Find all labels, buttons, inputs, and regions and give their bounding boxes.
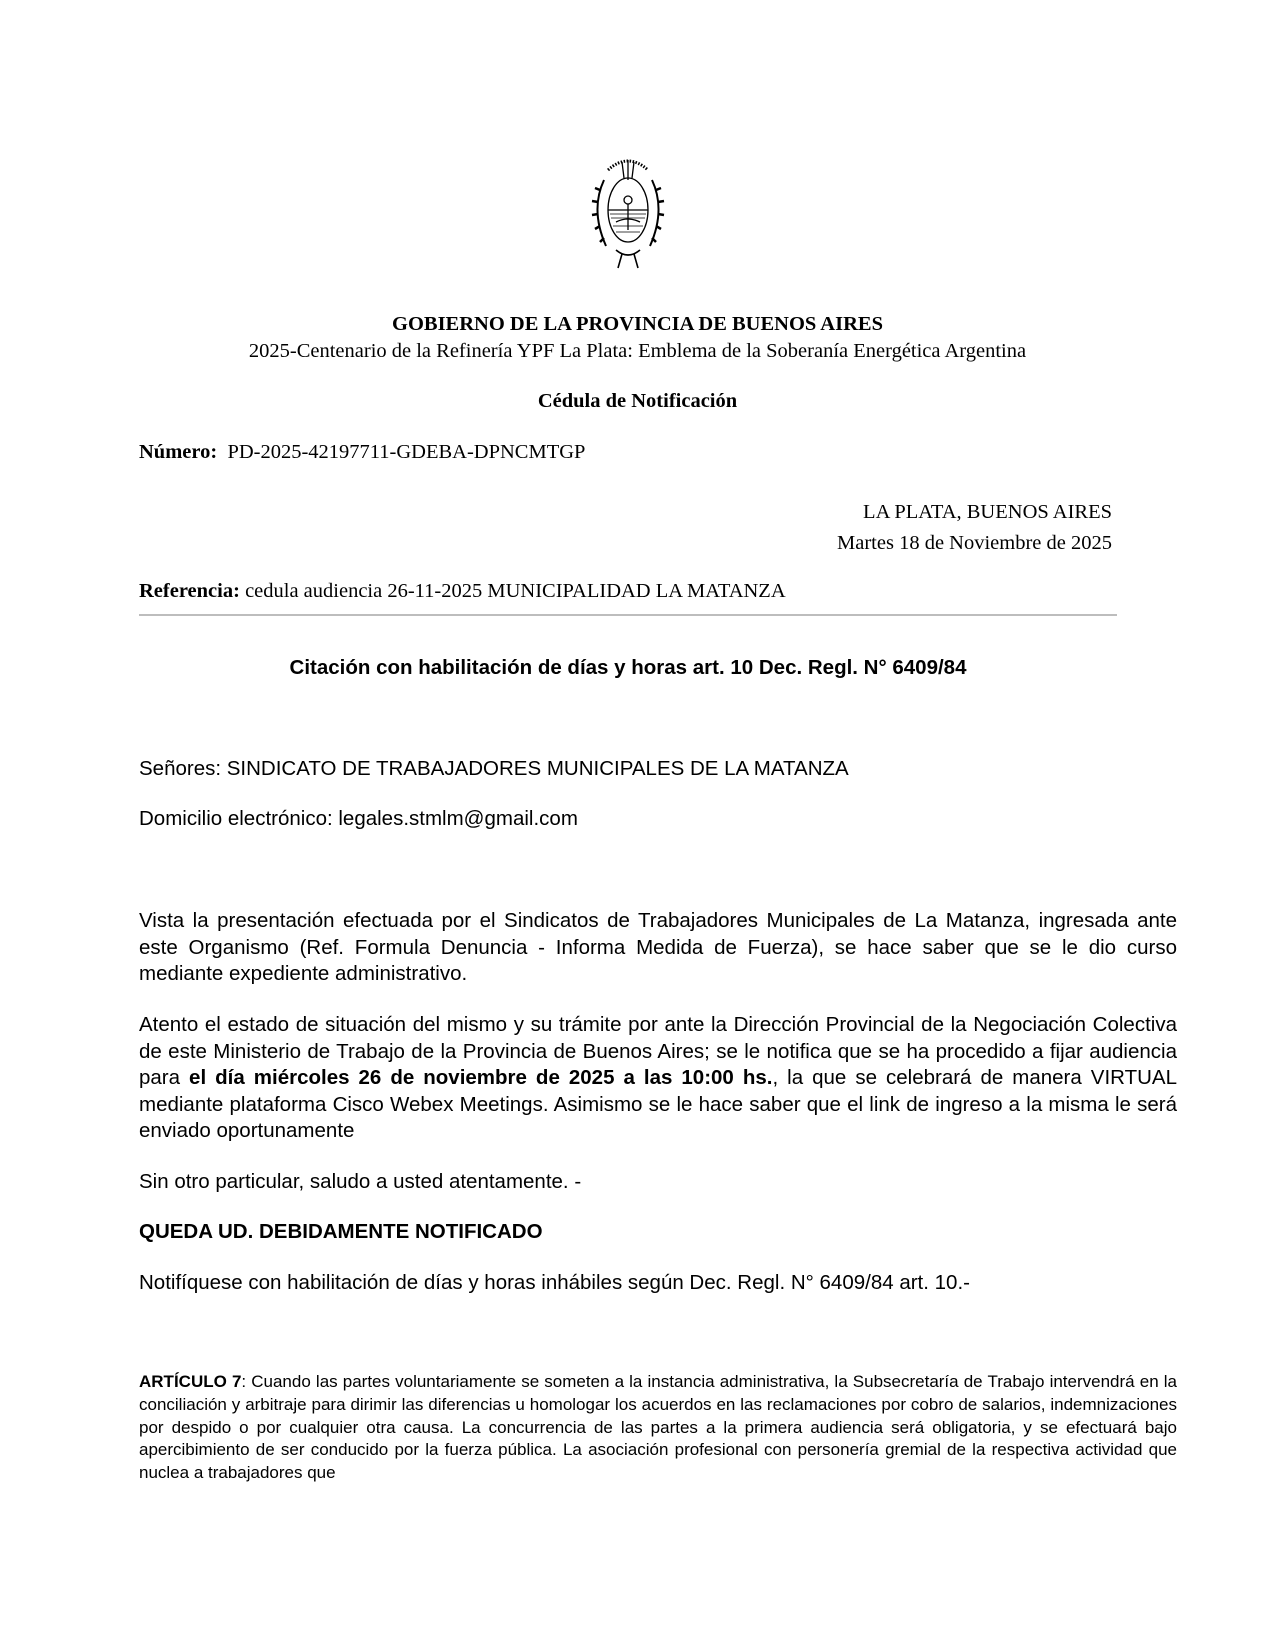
addressee: Señores: SINDICATO DE TRABAJADORES MUNICIPALES DE LA MATANZA — [139, 757, 849, 780]
document-type: Cédula de Notificación — [537, 390, 738, 412]
email-line: Domicilio electrónico: legales.stmlm@gmail.com — [139, 807, 578, 830]
paragraph-1: Vista la presentación efectuada por el Sindicatos de Trabajadores Municipales de La Matanza, ingresada ante este Organismo (Ref. Formula Denuncia - Informa Medida de Fuerza), se hace saber que se le dio curso mediante expediente administrativo. — [139, 909, 1177, 985]
motto: 2025-Centenario de la Refinería YPF La Plata: Emblema de la Soberanía Energética Argentina — [248, 340, 1027, 362]
notify-line: Notifíquese con habilitación de días y horas inhábiles según Dec. Regl. N° 6409/84 art. 10.- — [139, 1271, 970, 1294]
government-title: GOBIERNO DE LA PROVINCIA DE BUENOS AIRES — [392, 313, 883, 335]
subject: Citación con habilitación de días y horas art. 10 Dec. Regl. N° 6409/84 — [289, 656, 967, 679]
divider — [139, 614, 1117, 616]
reference — [139, 580, 786, 603]
paragraph-2 — [139, 1012, 1177, 1145]
date: Martes 18 de Noviembre de 2025 — [837, 532, 1112, 554]
article-text: : Cuando las partes voluntariamente se someten a la instancia administrativa, la Subsecretaría de Trabajo intervendrá en la conciliación y arbitraje para dirimir las diferencias u homologar los acuerdos en las reclamaciones por cobro de salarios, indemnizaciones por despido o por cualquier otra causa. La concurrencia de las partes a la primera audiencia será obligatoria, y se efectuará bajo apercibimiento de ser conducido por la fuerza pública. La asociación profesional con personería gremial de la respectiva actividad que nuclea a trabajadores que — [139, 1372, 1177, 1483]
place: LA PLATA, BUENOS AIRES — [863, 501, 1112, 523]
paragraph-2-start: Atento el estado de situación del mismo y su trámite por ante la Dirección Provincial de la Negociación Colectiva de este Ministerio de Trabajo de la Provincia de Buenos Aires; se le notifica que se ha procedido a fijar audiencia para — [139, 1013, 1177, 1089]
closing: Sin otro particular, saludo a usted atentamente. - — [139, 1170, 582, 1193]
reference-label: Referencia: — [139, 580, 240, 602]
number-label: Número: — [139, 441, 218, 463]
article-label: ARTÍCULO 7 — [139, 1372, 242, 1391]
paragraph-2-end: , la que se celebrará de manera VIRTUAL mediante plataforma Cisco Webex Meetings. Asimismo se le hace saber que el link de ingreso a la misma le será enviado oportunamente — [139, 1066, 1177, 1142]
hearing-date: el día miércoles 26 de noviembre de 2025 a las 10:00 hs. — [189, 1066, 773, 1089]
place-date — [837, 497, 1112, 559]
article-7 — [139, 1371, 1177, 1485]
coat-of-arms-emblem — [586, 150, 670, 275]
document-number — [139, 441, 585, 464]
reference-value: cedula audiencia 26-11-2025 MUNICIPALIDAD LA MATANZA — [245, 580, 786, 602]
number-value: PD-2025-42197711-GDEBA-DPNCMTGP — [227, 441, 586, 463]
notified-heading: QUEDA UD. DEBIDAMENTE NOTIFICADO — [139, 1220, 543, 1243]
